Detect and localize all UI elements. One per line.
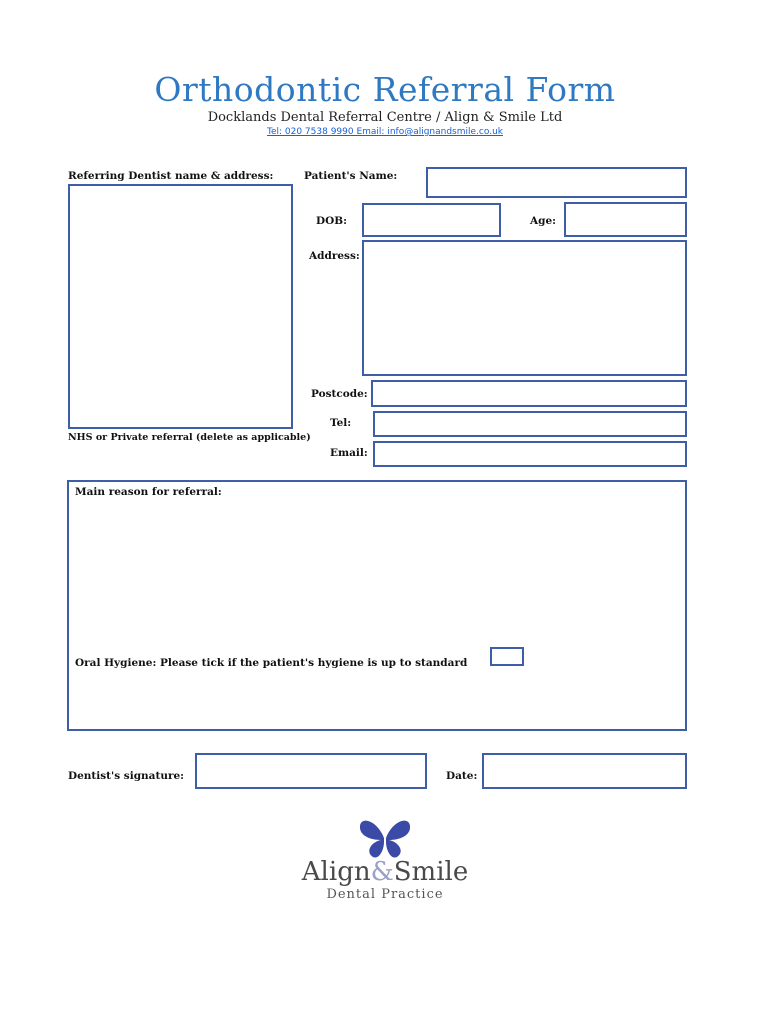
- signature-label: Dentist's signature:: [68, 770, 185, 782]
- main-reason-label: Main reason for referral:: [75, 486, 222, 498]
- address-label: Address:: [309, 250, 360, 262]
- email-field[interactable]: [373, 441, 687, 467]
- date-field[interactable]: [482, 753, 687, 789]
- logo-smile: Smile: [393, 857, 469, 887]
- oral-hygiene-label: Oral Hygiene: Please tick if the patient's hygiene is up to standard: [75, 657, 468, 669]
- age-field[interactable]: [564, 202, 687, 237]
- postcode-field[interactable]: [371, 380, 687, 407]
- dob-label: DOB:: [316, 215, 348, 227]
- contact-link[interactable]: Tel: 020 7538 9990 Email: info@alignandsmile.co.uk: [266, 127, 503, 137]
- postcode-label: Postcode:: [311, 388, 368, 400]
- patient-name-field[interactable]: [426, 167, 687, 198]
- referring-dentist-field[interactable]: [68, 184, 293, 429]
- age-label: Age:: [530, 215, 557, 227]
- main-reason-field[interactable]: [67, 480, 687, 731]
- patient-name-label: Patient's Name:: [304, 170, 398, 182]
- tel-label: Tel:: [330, 417, 352, 429]
- signature-field[interactable]: [195, 753, 427, 789]
- form-title: Orthodontic Referral Form: [154, 70, 616, 109]
- dob-field[interactable]: [362, 203, 501, 237]
- oral-hygiene-checkbox[interactable]: [490, 647, 524, 666]
- logo-tagline: Dental Practice: [326, 887, 444, 902]
- address-field[interactable]: [362, 240, 687, 376]
- referring-dentist-label: Referring Dentist name & address:: [68, 170, 274, 182]
- logo-wordmark: [0, 857, 770, 887]
- email-label: Email:: [330, 447, 368, 459]
- nhs-private-label: NHS or Private referral (delete as applicable): [68, 432, 311, 443]
- tel-field[interactable]: [373, 411, 687, 437]
- logo-align: Align: [301, 857, 371, 887]
- form-subtitle: Docklands Dental Referral Centre / Align & Smile Ltd: [207, 110, 563, 125]
- logo-ampersand: &: [370, 857, 394, 887]
- butterfly-logo-icon: [357, 816, 413, 860]
- date-label: Date:: [446, 770, 478, 782]
